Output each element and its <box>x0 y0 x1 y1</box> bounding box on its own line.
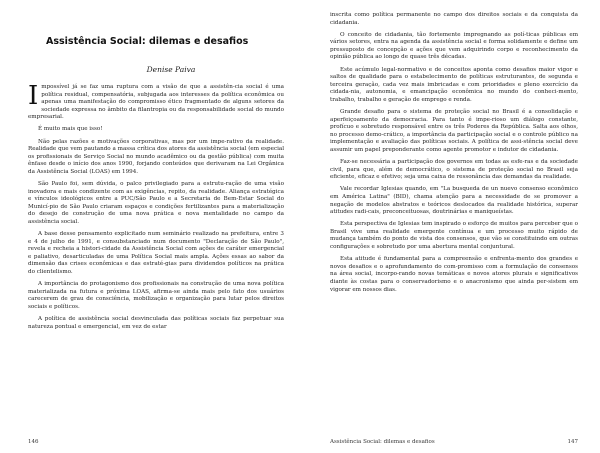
paragraph: Não pelas razões e motivações corporativas, mas por um impe-rativo da realidade. Realidade que vem pautando a massa crítica dos atores da assistência social (em especial os profissionais de Serviço Social no mundo acadêmico ou da gestão pública) com muita ênfase desde o início dos anos 1990, forjando conteúdos que derivaram na Lei Orgânica da Assistência Social (LOAS) em 1994. <box>28 138 284 175</box>
right-page <box>300 0 600 453</box>
paragraph: Impossível já se faz uma ruptura com a visão de que a assistên-cia social é uma política residual, compensatória, subjugada aos interesses da política econômica ou apenas uma manifestação do compromisso ético fragmentado de alguns setores da sociedade expressa no âmbito da filantropia ou da responsabilidade social do mundo empresarial. <box>28 81 284 121</box>
paragraph: O conceito de cidadania, tão fortemente impregnando as polí-ticas públicas em vários setores, entra na agenda da assistência social e forma solidamente e define um pressuposto de concepção e ações que vem adquirindo corpo e reconhecimento da opinião pública ao longo de quase três décadas. <box>330 31 578 61</box>
chapter-title: Assistência Social: dilemas e desafios <box>46 36 249 47</box>
page-number-right: 147 <box>567 439 578 445</box>
paragraph: Grande desafio para o sistema de proteção social no Brasil é a consolidação e aperfeiçoamento da democracia. Para tanto é impe-rioso um diálogo constante, profícuo e sobretudo responsável entre os três Poderes da República. Salta aos olhos, no processo demo-crático, a importância da participação social e o controle público na implementação e avaliação das políticas sociais. A política de assi-stência social deve assumir um papel preponderante como agente promotor e indutor de cidadania. <box>330 109 578 153</box>
drop-cap: I <box>28 81 39 111</box>
paragraph: Este acúmulo legal-normativo e de conceitos aponta como desafios maior vigor e saltos de qualidade para o estabelecimento de políticas estruturantes, de segunda e terceira geração, cada vez mais imbricadas e com prioridades e pleno exercício da cidada-nia, autonomia, e emancipação econômica no mundo do conheci-mento, trabalho, trabalho e geração de emprego e renda. <box>330 66 578 103</box>
paragraph: Esta perspectiva de Iglesias tem inspirado o esforço de muitos para perceber que o Brasil vive uma realidade emergente contínua e um processo muito rápido de mudança também do ponto de vista dos consensos, que vão se constituindo em outras configurações e sobretudo por uma abertura mental conjuntural. <box>330 221 578 251</box>
paragraph: Vale recordar Iglesias quando, em "La busqueda de un nuevo consenso econômico em América Latina" (BID), chama atenção para a necessidade de se promover a negação de modelos abstratos e teóricos deslocados da realidade histórica, superar atitudes radi-cais, preconceituosas, doutrinárias e maniqueístas. <box>330 186 578 216</box>
paragraph: São Paulo foi, sem dúvida, o palco privilegiado para a estrutu-ração de uma visão inovadora e mais condizente com as exigências, repito, da realidade. Aliança estratégica e vínculos ideológicos entre a PUC/São Paulo e a Secretaria de Bem-Estar Social do Municí-pio de São Paulo criaram espaços e condições fertilizantes para a materialização do desejo de construção de uma nova prática e nova mentalidade no campo da assistência social. <box>28 181 284 225</box>
paragraph: inscrita como política permanente no campo dos direitos sociais e da conquista da cidadania. <box>330 12 578 26</box>
running-footer-title: Assistência Social: dilemas e desafios <box>330 439 435 445</box>
page-number-left: 146 <box>28 439 39 445</box>
paragraph: É muito mais que isso! <box>38 126 103 133</box>
author-name: Denise Paiva <box>146 65 196 74</box>
paragraph: Esta atitude é fundamental para a compreensão e enfrenta-mento dos grandes e novos desafios e o aprofundamento do com-promisso com a formulação de consensos na área social, incorpo-rando novas temáticas e novos atores plurais e significativos diante às costas para o conservadorismo e o anacronismo que ainda per-sistem em vigorar em nossos dias. <box>330 256 578 293</box>
paragraph: A política de assistência social desvinculada das políticas sociais faz perpetuar sua natureza pontual e emergencial, em vez de estar <box>28 316 284 330</box>
paragraph: A importância do protagonismo dos profissionais na construção de uma nova política materializada na futura e próxima LOAS, afirma-se ainda mais pelo fato dos usuários carecerem de grau de consciência, mobilização e organização para lutar pelos direitos sociais e políticos. <box>28 281 284 310</box>
paragraph: A base desse pensamento explicitado num seminário realizado na prefeitura, entre 3 e 4 de julho de 1991, e consubstanciado num documento "Declaração de São Paulo", revela e recheia a histori-cidade da Assistência Social com ações de caráter emergencial e paliativo, desarticuladas de uma Política Social mais ampla. Ações essas ao sabor da dimensão das crises econômicas e das estraté-gias para dividendos políticos na prática do clientelismo. <box>28 231 284 276</box>
paragraph: Faz-se necessária a participação dos governos em todas as esfe-ras e da sociedade civil, para que, além de democrático, o sistema de proteção social no Brasil seja eficiente, eficaz e efetivo; seja uma caixa de ressonância das demandas da realidade. <box>330 159 578 181</box>
